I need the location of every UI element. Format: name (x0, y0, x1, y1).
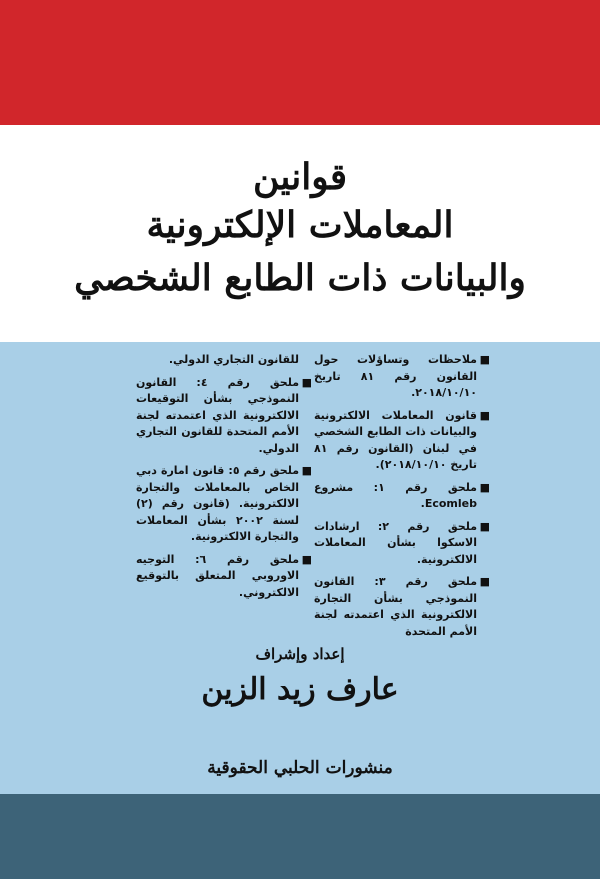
bullet-icon: ■ (479, 575, 490, 588)
publisher-name: منشورات الحلبي الحقوقية (207, 758, 393, 778)
contents-item-text: ملحق رقم ٦: التوجيه الاوروبي المتعلق بالتوقيع الالكتروني. (136, 552, 300, 599)
contents-item (136, 552, 312, 602)
contents-item (314, 352, 490, 402)
book-title-line-2: المعاملات الإلكترونية (146, 204, 454, 246)
contents-item-text: ملاحظات وتساؤلات حول القانون رقم ٨١ تاريخ ٢٠١٨/١٠/١٠. (314, 353, 477, 399)
contents-item (314, 480, 490, 513)
contents-item (136, 375, 312, 458)
bullet-icon: ■ (479, 408, 490, 422)
slate-band (0, 794, 600, 879)
contents-item (314, 408, 490, 474)
contents-item-text: ملحق رقم ١: مشروع Ecomleb. (314, 480, 477, 510)
bullet-icon: ■ (301, 552, 312, 566)
bullet-icon: ■ (479, 519, 490, 533)
contents-item-text: قانون المعاملات الالكترونية والبيانات ذات الطابع الشخصي في لبنان (القانون رقم ٨١ تاريخ ٢٠١٨/١٠/١٠). (314, 408, 477, 471)
contents-item-text: للقانون التجاري الدولي. (168, 353, 299, 366)
supervised-by-label: إعداد وإشراف (255, 645, 345, 663)
bullet-icon: ■ (479, 353, 490, 366)
contents-item-text: ملحق رقم ٣: القانون النموذجي بشأن التجارة الالكترونية الذي اعتمدته لجنة الأمم المتحدة (314, 575, 478, 638)
contents-column-right (314, 352, 490, 646)
book-title-line-3: والبيانات ذات الطابع الشخصي (74, 257, 526, 299)
contents-item-continuation (136, 352, 312, 369)
red-band (0, 0, 600, 125)
author-name: عارف زيد الزين (201, 672, 399, 707)
bullet-icon: ■ (301, 375, 312, 389)
contents-item-text: ملحق رقم ٢: ارشادات الاسكوا بشأن المعاملات الالكترونية. (314, 519, 478, 566)
contents-column-left (136, 352, 312, 607)
contents-item (314, 574, 490, 640)
contents-item-text: ملحق رقم ٤: القانون النموذجي بشأن التوقيعات الالكترونية الذي اعتمدته لجنة الأمم المتحدة للقانون التجاري الدولي. (136, 375, 300, 455)
contents-item (314, 519, 490, 569)
contents-item (136, 463, 312, 546)
book-title-line-1: قوانين (252, 156, 348, 198)
bullet-icon: ■ (479, 480, 490, 494)
contents-item-text: ملحق رقم ٥: قانون امارة دبي الخاص بالمعاملات والتجارة الالكترونية. (قانون رقم (٢) لسنة ٢٠٠٢ بشأن المعاملات والتجارة الالكترونية. (136, 464, 300, 543)
bullet-icon: ■ (301, 464, 312, 477)
